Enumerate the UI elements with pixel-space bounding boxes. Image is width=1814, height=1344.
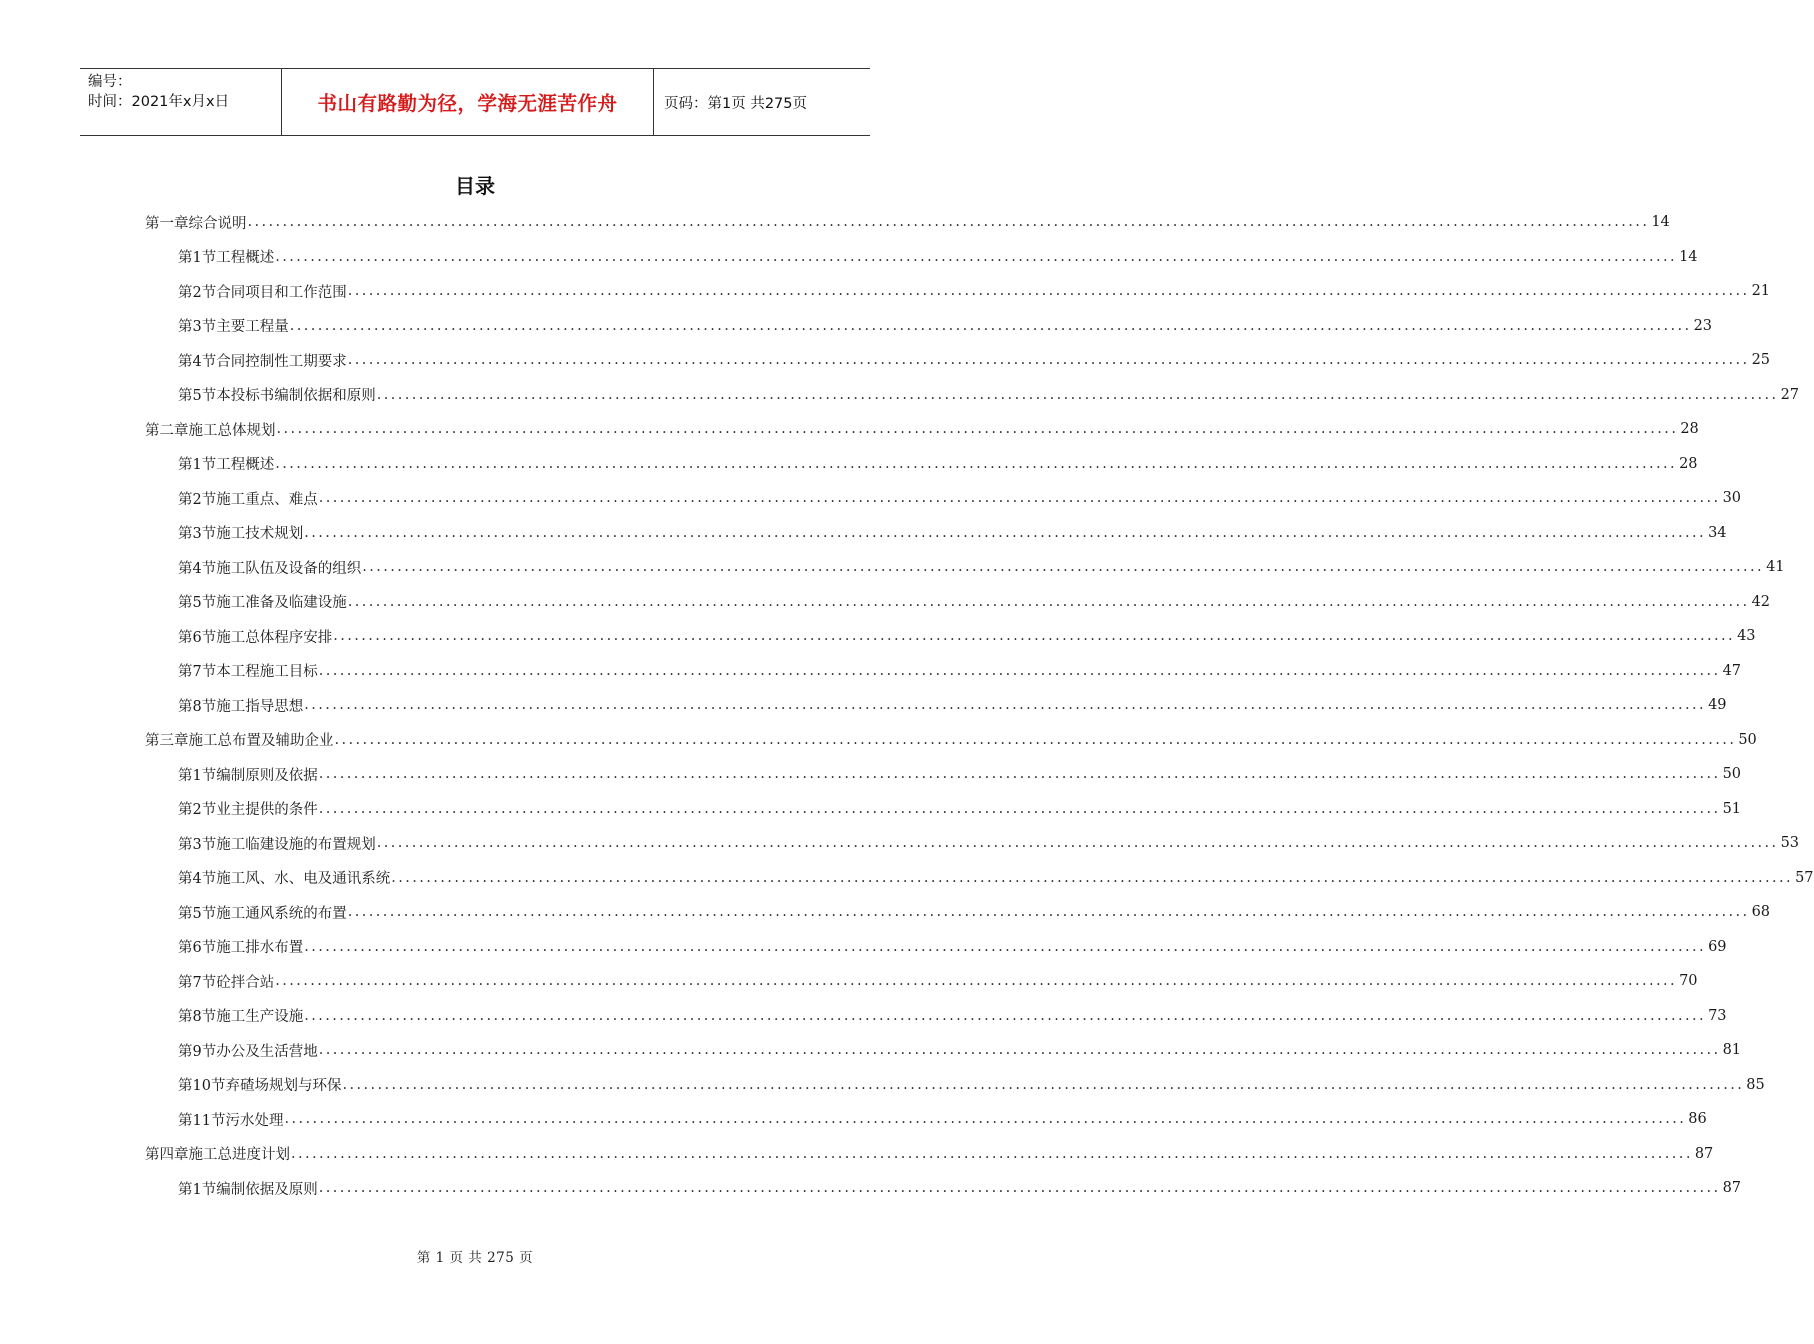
toc-entry-title: 编制原则及依据 bbox=[216, 767, 318, 784]
toc-dot-leader: ........................................................................................................................................................................................................ bbox=[291, 1145, 1693, 1162]
toc-entry-title: 施工准备及临建设施 bbox=[216, 595, 347, 611]
toc-dot-leader: ........................................................................................................................................................................................................ bbox=[318, 766, 1721, 782]
toc-entry-number: 第一章 bbox=[145, 215, 189, 232]
toc-entry-page-number: 14 bbox=[1651, 214, 1670, 230]
toc-chapter-entry[interactable] bbox=[145, 412, 1699, 446]
toc-entry-number: 第10节 bbox=[178, 1078, 226, 1094]
toc-section-entry[interactable] bbox=[178, 688, 1727, 722]
toc-entry-number: 第1节 bbox=[178, 767, 217, 784]
toc-entry-page-number: 86 bbox=[1688, 1111, 1707, 1127]
toc-entry-title: 工程概述 bbox=[216, 457, 275, 473]
toc-entry-number: 第8节 bbox=[178, 1009, 217, 1025]
toc-section-entry[interactable] bbox=[178, 757, 1742, 791]
toc-entry-number: 第2节 bbox=[178, 802, 217, 818]
toc-entry-title: 施工重点、难点 bbox=[216, 491, 318, 508]
toc-section-entry[interactable] bbox=[178, 826, 1800, 860]
toc-entry-page-number: 14 bbox=[1679, 248, 1698, 265]
toc-entry-page-number: 53 bbox=[1780, 835, 1800, 851]
toc-entry-page-number: 81 bbox=[1722, 1042, 1742, 1058]
toc-entry-number: 第4节 bbox=[178, 560, 217, 577]
toc-title: 目录 bbox=[455, 174, 495, 198]
toc-entry-page-number: 69 bbox=[1708, 938, 1727, 955]
toc-section-entry[interactable] bbox=[178, 309, 1713, 343]
toc-entry-page-number: 42 bbox=[1751, 593, 1771, 610]
toc-dot-leader: ........................................................................................................................................................................................................ bbox=[318, 1180, 1721, 1196]
toc-entry-number: 第5节 bbox=[178, 595, 217, 611]
document-date-label: 时间：2021年x月x日 bbox=[88, 94, 230, 110]
toc-section-entry[interactable] bbox=[178, 1102, 1707, 1136]
header-page-info: 页码：第1页 共275页 bbox=[664, 95, 808, 112]
toc-entry-title: 施工队伍及设备的组织 bbox=[216, 560, 362, 577]
toc-entry-page-number: 28 bbox=[1680, 421, 1699, 437]
document-number-label: 编号： bbox=[88, 74, 132, 90]
toc-dot-leader: ........................................................................................................................................................................................................ bbox=[318, 1042, 1721, 1058]
toc-entry-title: 施工技术规划 bbox=[216, 526, 304, 542]
toc-entry-number: 第4节 bbox=[178, 353, 217, 370]
toc-entry-page-number: 43 bbox=[1737, 628, 1756, 644]
toc-dot-leader: ........................................................................................................................................................................................................ bbox=[347, 283, 1750, 299]
toc-dot-leader: ........................................................................................................................................................................................................ bbox=[289, 317, 1692, 334]
toc-entry-title: 施工临建设施的布置规划 bbox=[216, 836, 376, 853]
toc-dot-leader: ........................................................................................................................................................................................................ bbox=[247, 214, 1650, 230]
toc-entry-title: 施工总体规划 bbox=[188, 422, 276, 439]
toc-dot-leader: ........................................................................................................................................................................................................ bbox=[304, 1007, 1707, 1024]
toc-entry-number: 第8节 bbox=[178, 698, 217, 715]
toc-section-entry[interactable] bbox=[178, 792, 1742, 826]
toc-section-entry[interactable] bbox=[178, 481, 1742, 515]
toc-entry-page-number: 25 bbox=[1751, 352, 1771, 368]
toc-section-entry[interactable] bbox=[178, 1033, 1742, 1067]
toc-entry-page-number: 49 bbox=[1708, 697, 1727, 713]
toc-entry-page-number: 23 bbox=[1693, 317, 1713, 334]
toc-entry-number: 第3节 bbox=[178, 836, 217, 853]
toc-entry-title: 施工指导思想 bbox=[216, 698, 304, 715]
toc-entry-title: 工程概述 bbox=[216, 250, 275, 266]
page-footer: 第 1 页 共 275 页 bbox=[416, 1250, 534, 1266]
toc-section-entry[interactable] bbox=[178, 999, 1727, 1033]
toc-entry-number: 第6节 bbox=[178, 940, 217, 956]
toc-dot-leader: ........................................................................................................................................................................................................ bbox=[391, 869, 1794, 886]
toc-entry-number: 第3节 bbox=[178, 319, 217, 335]
toc-dot-leader: ........................................................................................................................................................................................................ bbox=[275, 973, 1678, 989]
toc-entry-page-number: 68 bbox=[1751, 904, 1771, 920]
toc-entry-title: 本投标书编制依据和原则 bbox=[216, 388, 376, 404]
toc-section-entry[interactable] bbox=[178, 1171, 1742, 1205]
toc-dot-leader: ........................................................................................................................................................................................................ bbox=[318, 662, 1721, 679]
toc-entry-number: 第2节 bbox=[178, 284, 217, 301]
toc-section-entry[interactable] bbox=[178, 1068, 1765, 1102]
toc-section-entry[interactable] bbox=[178, 861, 1814, 895]
toc-section-entry[interactable] bbox=[178, 274, 1771, 308]
toc-entry-title: 合同控制性工期要求 bbox=[216, 353, 347, 370]
toc-entry-number: 第2节 bbox=[178, 491, 217, 508]
toc-dot-leader: ........................................................................................................................................................................................................ bbox=[275, 248, 1678, 265]
toc-dot-leader: ........................................................................................................................................................................................................ bbox=[333, 628, 1736, 644]
toc-entry-title: 施工通风系统的布置 bbox=[216, 905, 347, 922]
toc-entry-number: 第9节 bbox=[178, 1043, 217, 1060]
toc-dot-leader: ........................................................................................................................................................................................................ bbox=[304, 938, 1707, 955]
toc-entry-title: 弃碴场规划与环保 bbox=[225, 1078, 342, 1094]
toc-entry-page-number: 30 bbox=[1722, 490, 1742, 506]
toc-entry-page-number: 87 bbox=[1694, 1145, 1714, 1162]
toc-entry-number: 第二章 bbox=[145, 422, 189, 439]
toc-entry-number: 第1节 bbox=[178, 457, 217, 473]
toc-entry-title: 施工总进度计划 bbox=[188, 1147, 290, 1163]
toc-chapter-entry[interactable] bbox=[145, 723, 1757, 757]
toc-dot-leader: ........................................................................................................................................................................................................ bbox=[304, 524, 1707, 541]
toc-chapter-entry[interactable] bbox=[145, 205, 1670, 239]
header-meta-cell bbox=[80, 69, 282, 135]
toc-section-entry[interactable] bbox=[178, 895, 1771, 929]
toc-entry-number: 第1节 bbox=[178, 250, 217, 266]
toc-section-entry[interactable] bbox=[178, 447, 1698, 481]
toc-dot-leader: ........................................................................................................................................................................................................ bbox=[342, 1076, 1745, 1093]
toc-dot-leader: ........................................................................................................................................................................................................ bbox=[284, 1111, 1687, 1127]
toc-entry-page-number: 47 bbox=[1722, 662, 1742, 679]
toc-entry-title: 合同项目和工作范围 bbox=[216, 284, 347, 301]
toc-entry-page-number: 50 bbox=[1722, 766, 1742, 782]
toc-entry-title: 施工总体程序安排 bbox=[216, 629, 333, 646]
toc-entry-page-number: 51 bbox=[1722, 800, 1742, 817]
toc-dot-leader: ........................................................................................................................................................................................................ bbox=[347, 352, 1750, 368]
toc-section-entry[interactable] bbox=[178, 378, 1800, 412]
toc-section-entry[interactable] bbox=[178, 240, 1698, 274]
toc-dot-leader: ........................................................................................................................................................................................................ bbox=[304, 697, 1707, 713]
toc-dot-leader: ........................................................................................................................................................................................................ bbox=[318, 490, 1721, 506]
toc-entry-number: 第5节 bbox=[178, 388, 217, 404]
toc-entry-page-number: 41 bbox=[1766, 559, 1785, 575]
toc-entry-title: 本工程施工目标 bbox=[216, 664, 318, 680]
toc-entry-number: 第11节 bbox=[178, 1112, 226, 1129]
toc-entry-title: 办公及生活营地 bbox=[216, 1043, 318, 1060]
toc-entry-page-number: 70 bbox=[1679, 973, 1698, 989]
toc-entry-title: 业主提供的条件 bbox=[216, 802, 318, 818]
toc-entry-page-number: 50 bbox=[1738, 731, 1757, 748]
toc-dot-leader: ........................................................................................................................................................................................................ bbox=[376, 835, 1779, 851]
toc-section-entry[interactable] bbox=[178, 930, 1727, 964]
header-motto: 书山有路勤为径，学海无涯苦作舟 bbox=[282, 69, 654, 135]
toc-entry-title: 污水处理 bbox=[225, 1112, 284, 1129]
toc-entry-title: 主要工程量 bbox=[216, 319, 289, 335]
toc-dot-leader: ........................................................................................................................................................................................................ bbox=[318, 800, 1721, 817]
toc-entry-title: 综合说明 bbox=[188, 215, 247, 232]
toc-entry-page-number: 28 bbox=[1679, 455, 1698, 472]
toc-dot-leader: ........................................................................................................................................................................................................ bbox=[347, 904, 1750, 920]
toc-entry-number: 第4节 bbox=[178, 871, 217, 887]
toc-entry-title: 施工风、水、电及通讯系统 bbox=[216, 871, 391, 887]
toc-entry-page-number: 73 bbox=[1708, 1007, 1727, 1024]
toc-entry-title: 砼拌合站 bbox=[216, 974, 275, 991]
toc-section-entry[interactable] bbox=[178, 550, 1785, 584]
toc-entry-number: 第三章 bbox=[145, 733, 189, 749]
toc-dot-leader: ........................................................................................................................................................................................................ bbox=[376, 386, 1779, 403]
toc-entry-title: 编制依据及原则 bbox=[216, 1181, 318, 1198]
toc-entry-number: 第6节 bbox=[178, 629, 217, 646]
toc-entry-page-number: 21 bbox=[1751, 283, 1771, 299]
toc-entry-title: 施工总布置及辅助企业 bbox=[188, 733, 334, 749]
toc-entry-page-number: 85 bbox=[1746, 1076, 1765, 1093]
toc-entry-number: 第1节 bbox=[178, 1181, 217, 1198]
toc-dot-leader: ........................................................................................................................................................................................................ bbox=[362, 559, 1765, 575]
toc-dot-leader: ........................................................................................................................................................................................................ bbox=[276, 421, 1679, 437]
toc-section-entry[interactable] bbox=[178, 343, 1771, 377]
toc-chapter-entry[interactable] bbox=[145, 1137, 1714, 1171]
toc-entry-number: 第5节 bbox=[178, 905, 217, 922]
toc-entry-page-number: 87 bbox=[1722, 1180, 1742, 1196]
toc-entry-number: 第7节 bbox=[178, 664, 217, 680]
toc-entry-number: 第3节 bbox=[178, 526, 217, 542]
page-header bbox=[80, 68, 870, 136]
toc-dot-leader: ........................................................................................................................................................................................................ bbox=[347, 593, 1750, 610]
toc-dot-leader: ........................................................................................................................................................................................................ bbox=[275, 455, 1678, 472]
toc-entry-page-number: 27 bbox=[1780, 386, 1800, 403]
toc-section-entry[interactable] bbox=[178, 964, 1698, 998]
toc-entry-page-number: 34 bbox=[1708, 524, 1727, 541]
toc-entry-number: 第四章 bbox=[145, 1147, 189, 1163]
toc-section-entry[interactable] bbox=[178, 619, 1756, 653]
toc-dot-leader: ........................................................................................................................................................................................................ bbox=[334, 731, 1737, 748]
toc-entry-title: 施工排水布置 bbox=[216, 940, 304, 956]
toc-entry-page-number: 57 bbox=[1795, 869, 1814, 886]
toc-entry-title: 施工生产设施 bbox=[216, 1009, 304, 1025]
toc-section-entry[interactable] bbox=[178, 516, 1727, 550]
toc-entry-number: 第7节 bbox=[178, 974, 217, 991]
toc-section-entry[interactable] bbox=[178, 654, 1742, 688]
toc-section-entry[interactable] bbox=[178, 585, 1771, 619]
